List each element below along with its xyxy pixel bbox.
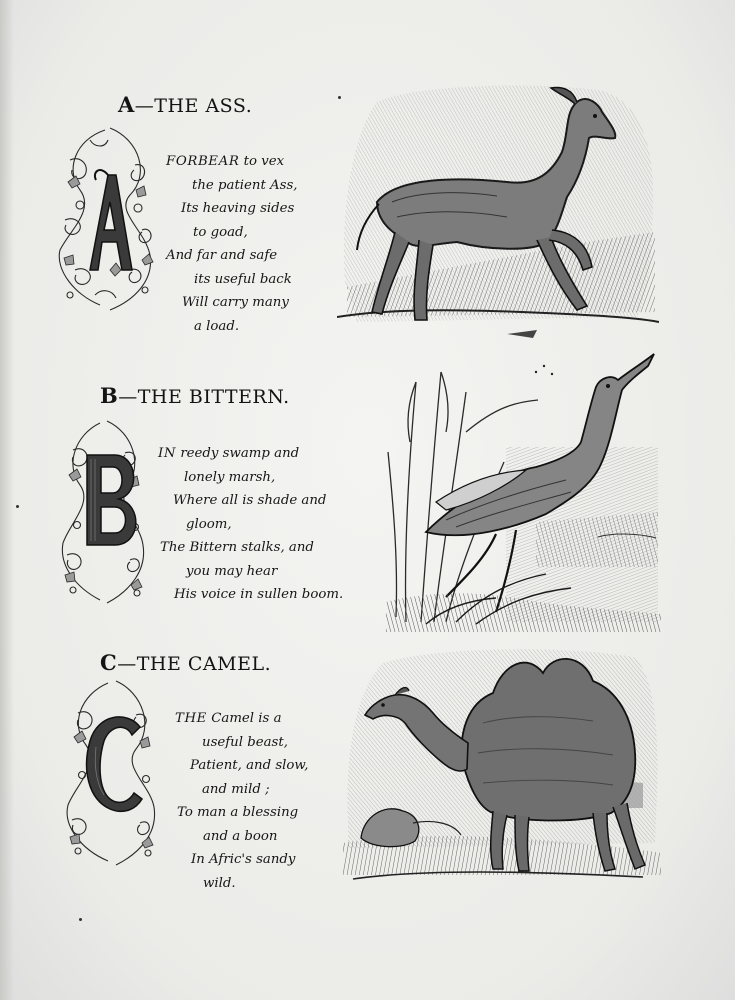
- ornamental-initial-c: [58, 675, 163, 870]
- section-c-title-letter: C: [100, 650, 118, 675]
- poem-c-line: THE Camel is a: [175, 711, 282, 726]
- poem-a-line: the patient Ass,: [192, 177, 298, 193]
- bittern-engraving-icon: [386, 352, 661, 632]
- section-b-title-letter: B: [100, 383, 119, 408]
- section-c-title-text: —THE CAMEL.: [117, 653, 272, 675]
- poem-b-line: Where all is shade and: [173, 493, 327, 508]
- poem-b-line: The Bittern stalks, and: [160, 540, 314, 555]
- section-a-title: [118, 92, 252, 117]
- poem-a-line: Its heaving sides: [181, 201, 295, 216]
- section-c-title: [100, 650, 271, 675]
- poem-c-line: wild.: [203, 875, 236, 891]
- poem-b-line: gloom,: [186, 516, 232, 532]
- poem-b-line: lonely marsh,: [184, 469, 276, 485]
- poem-c-line: and a boon: [203, 828, 278, 844]
- ass-engraving-icon: [337, 82, 659, 342]
- camel-engraving-icon: [343, 643, 661, 891]
- print-speck: [16, 505, 19, 508]
- poem-a-line: Will carry many: [182, 295, 289, 310]
- poem-a-line: its useful back: [194, 271, 292, 287]
- poem-a-line: And far and safe: [166, 248, 278, 263]
- poem-a-line: to goad,: [193, 224, 248, 240]
- poem-a-line: FORBEAR to vex: [166, 154, 285, 169]
- poem-c-line: and mild ;: [202, 781, 270, 797]
- ornamental-initial-a: [50, 120, 160, 320]
- section-a-title-text: —THE ASS.: [134, 95, 253, 117]
- ornamental-initial-b: [55, 415, 150, 610]
- poem-b-line: IN reedy swamp and: [158, 446, 300, 461]
- poem-c-line: Patient, and slow,: [190, 758, 309, 773]
- poem-b-line: you may hear: [186, 563, 278, 579]
- print-speck: [338, 96, 341, 99]
- page-spine-shadow: [0, 0, 14, 1000]
- poem-a: [166, 150, 298, 338]
- poem-b: [158, 442, 343, 607]
- poem-c-line: To man a blessing: [177, 805, 299, 820]
- section-a-title-letter: A: [118, 92, 135, 117]
- poem-b-line: His voice in sullen boom.: [174, 587, 344, 602]
- poem-c: [175, 707, 308, 895]
- poem-a-line: a load.: [194, 318, 240, 334]
- print-speck: [79, 918, 82, 921]
- section-b-title-text: —THE BITTERN.: [118, 386, 290, 408]
- poem-c-line: useful beast,: [202, 734, 288, 750]
- section-b-title: [100, 383, 290, 408]
- poem-c-line: In Afric's sandy: [191, 852, 296, 867]
